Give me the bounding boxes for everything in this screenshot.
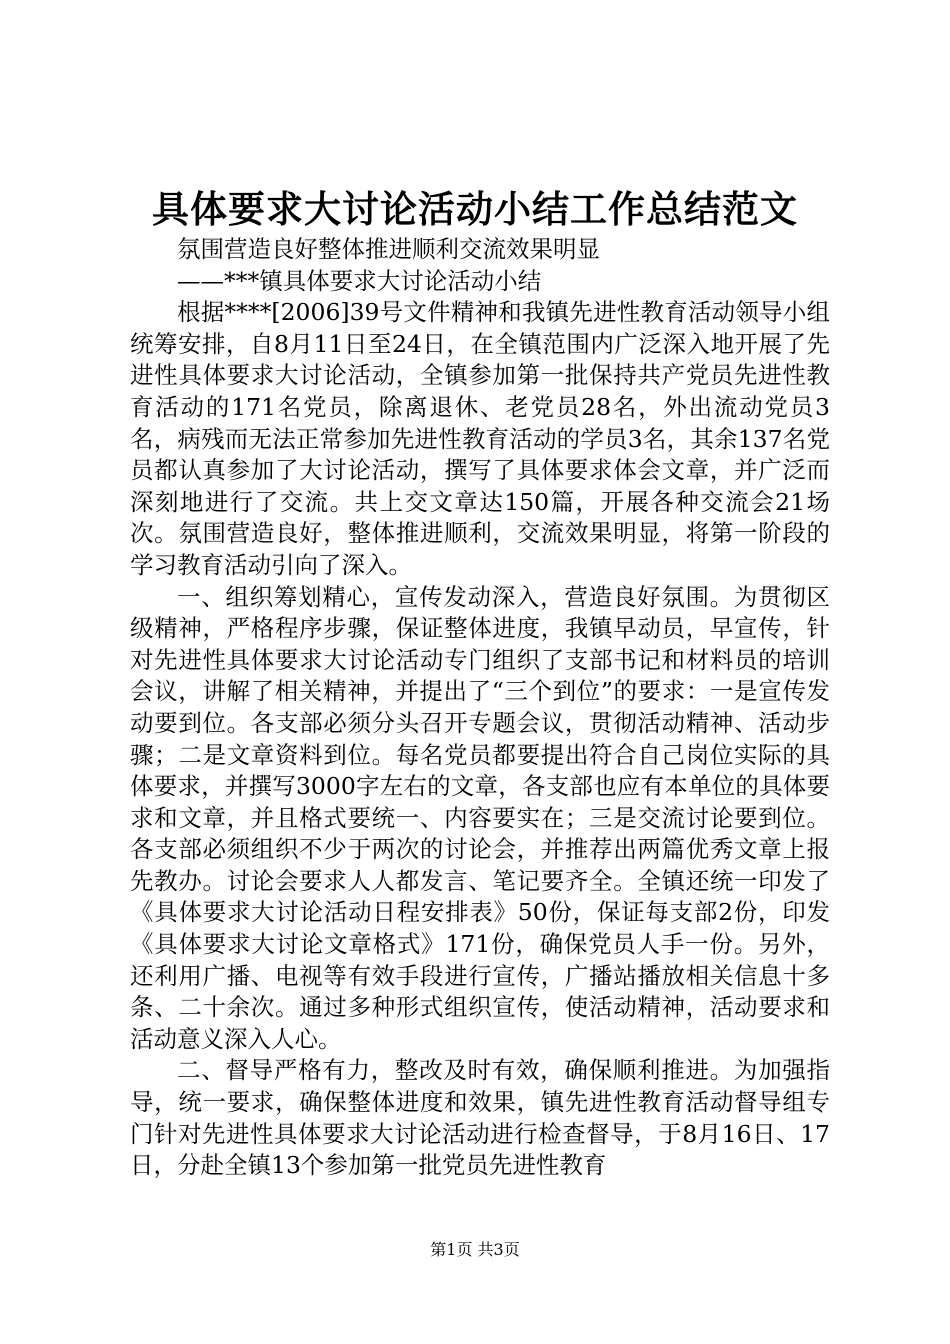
- byline: ——***镇具体要求大讨论活动小结: [177, 266, 542, 295]
- paragraph-3: 二、督导严格有力，整改及时有效，确保顺利推进。为加强指导，统一要求，确保整体进度和效果，镇先进性教育活动督导组专门针对先进性具体要求大讨论活动进行检查督导，于8月16日、17日，分赴全镇13个参加第一批党员先进性教育: [130, 1056, 830, 1180]
- paragraph-1: 根据****[2006]39号文件精神和我镇先进性教育活动领导小组统筹安排，自8月11日至24日，在全镇范围内广泛深入地开展了先进性具体要求大讨论活动，全镇参加第一批保持共产党员先进性教育活动的171名党员，除离退休、老党员28名，外出流动党员3名，病残而无法正常参加先进性教育活动的学员3名，其余137名党员都认真参加了大讨论活动，撰写了具体要求体会文章，并广泛而深刻地进行了交流。共上交文章达150篇，开展各种交流会21场次。氛围营造良好，整体推进顺利，交流效果明显，将第一阶段的学习教育活动引向了深入。: [130, 298, 830, 579]
- document-title: 具体要求大讨论活动小结工作总结范文: [152, 187, 798, 231]
- subtitle: 氛围营造良好整体推进顺利交流效果明显: [177, 235, 600, 263]
- page-number-footer: 第1页 共3页: [430, 1240, 520, 1259]
- document-body: [130, 234, 830, 1182]
- paragraph-2: 一、组织筹划精心，宣传发动深入，营造良好氛围。为贯彻区级精神，严格程序步骤，保证整体进度，我镇早动员，早宣传，针对先进性具体要求大讨论活动专门组织了支部书记和材料员的培训会议，讲解了相关精神，并提出了“三个到位”的要求：一是宣传发动要到位。各支部必须分头召开专题会议，贯彻活动精神、活动步骤；二是文章资料到位。每名党员都要提出符合自己岗位实际的具体要求，并撰写3000字左右的文章，各支部也应有本单位的具体要求和文章，并且格式要统一、内容要实在；三是交流讨论要到位。各支部必须组织不少于两次的讨论会，并推荐出两篇优秀文章上报先教办。讨论会要求人人都发言、笔记要齐全。全镇还统一印发了《具体要求大讨论活动日程安排表》50份，保证每支部2份，印发《具体要求大讨论文章格式》171份，确保党员人手一份。另外，还利用广播、电视等有效手段进行宣传，广播站播放相关信息十多条、二十余次。通过多种形式组织宣传，使活动精神，活动要求和活动意义深入人心。: [130, 582, 830, 1053]
